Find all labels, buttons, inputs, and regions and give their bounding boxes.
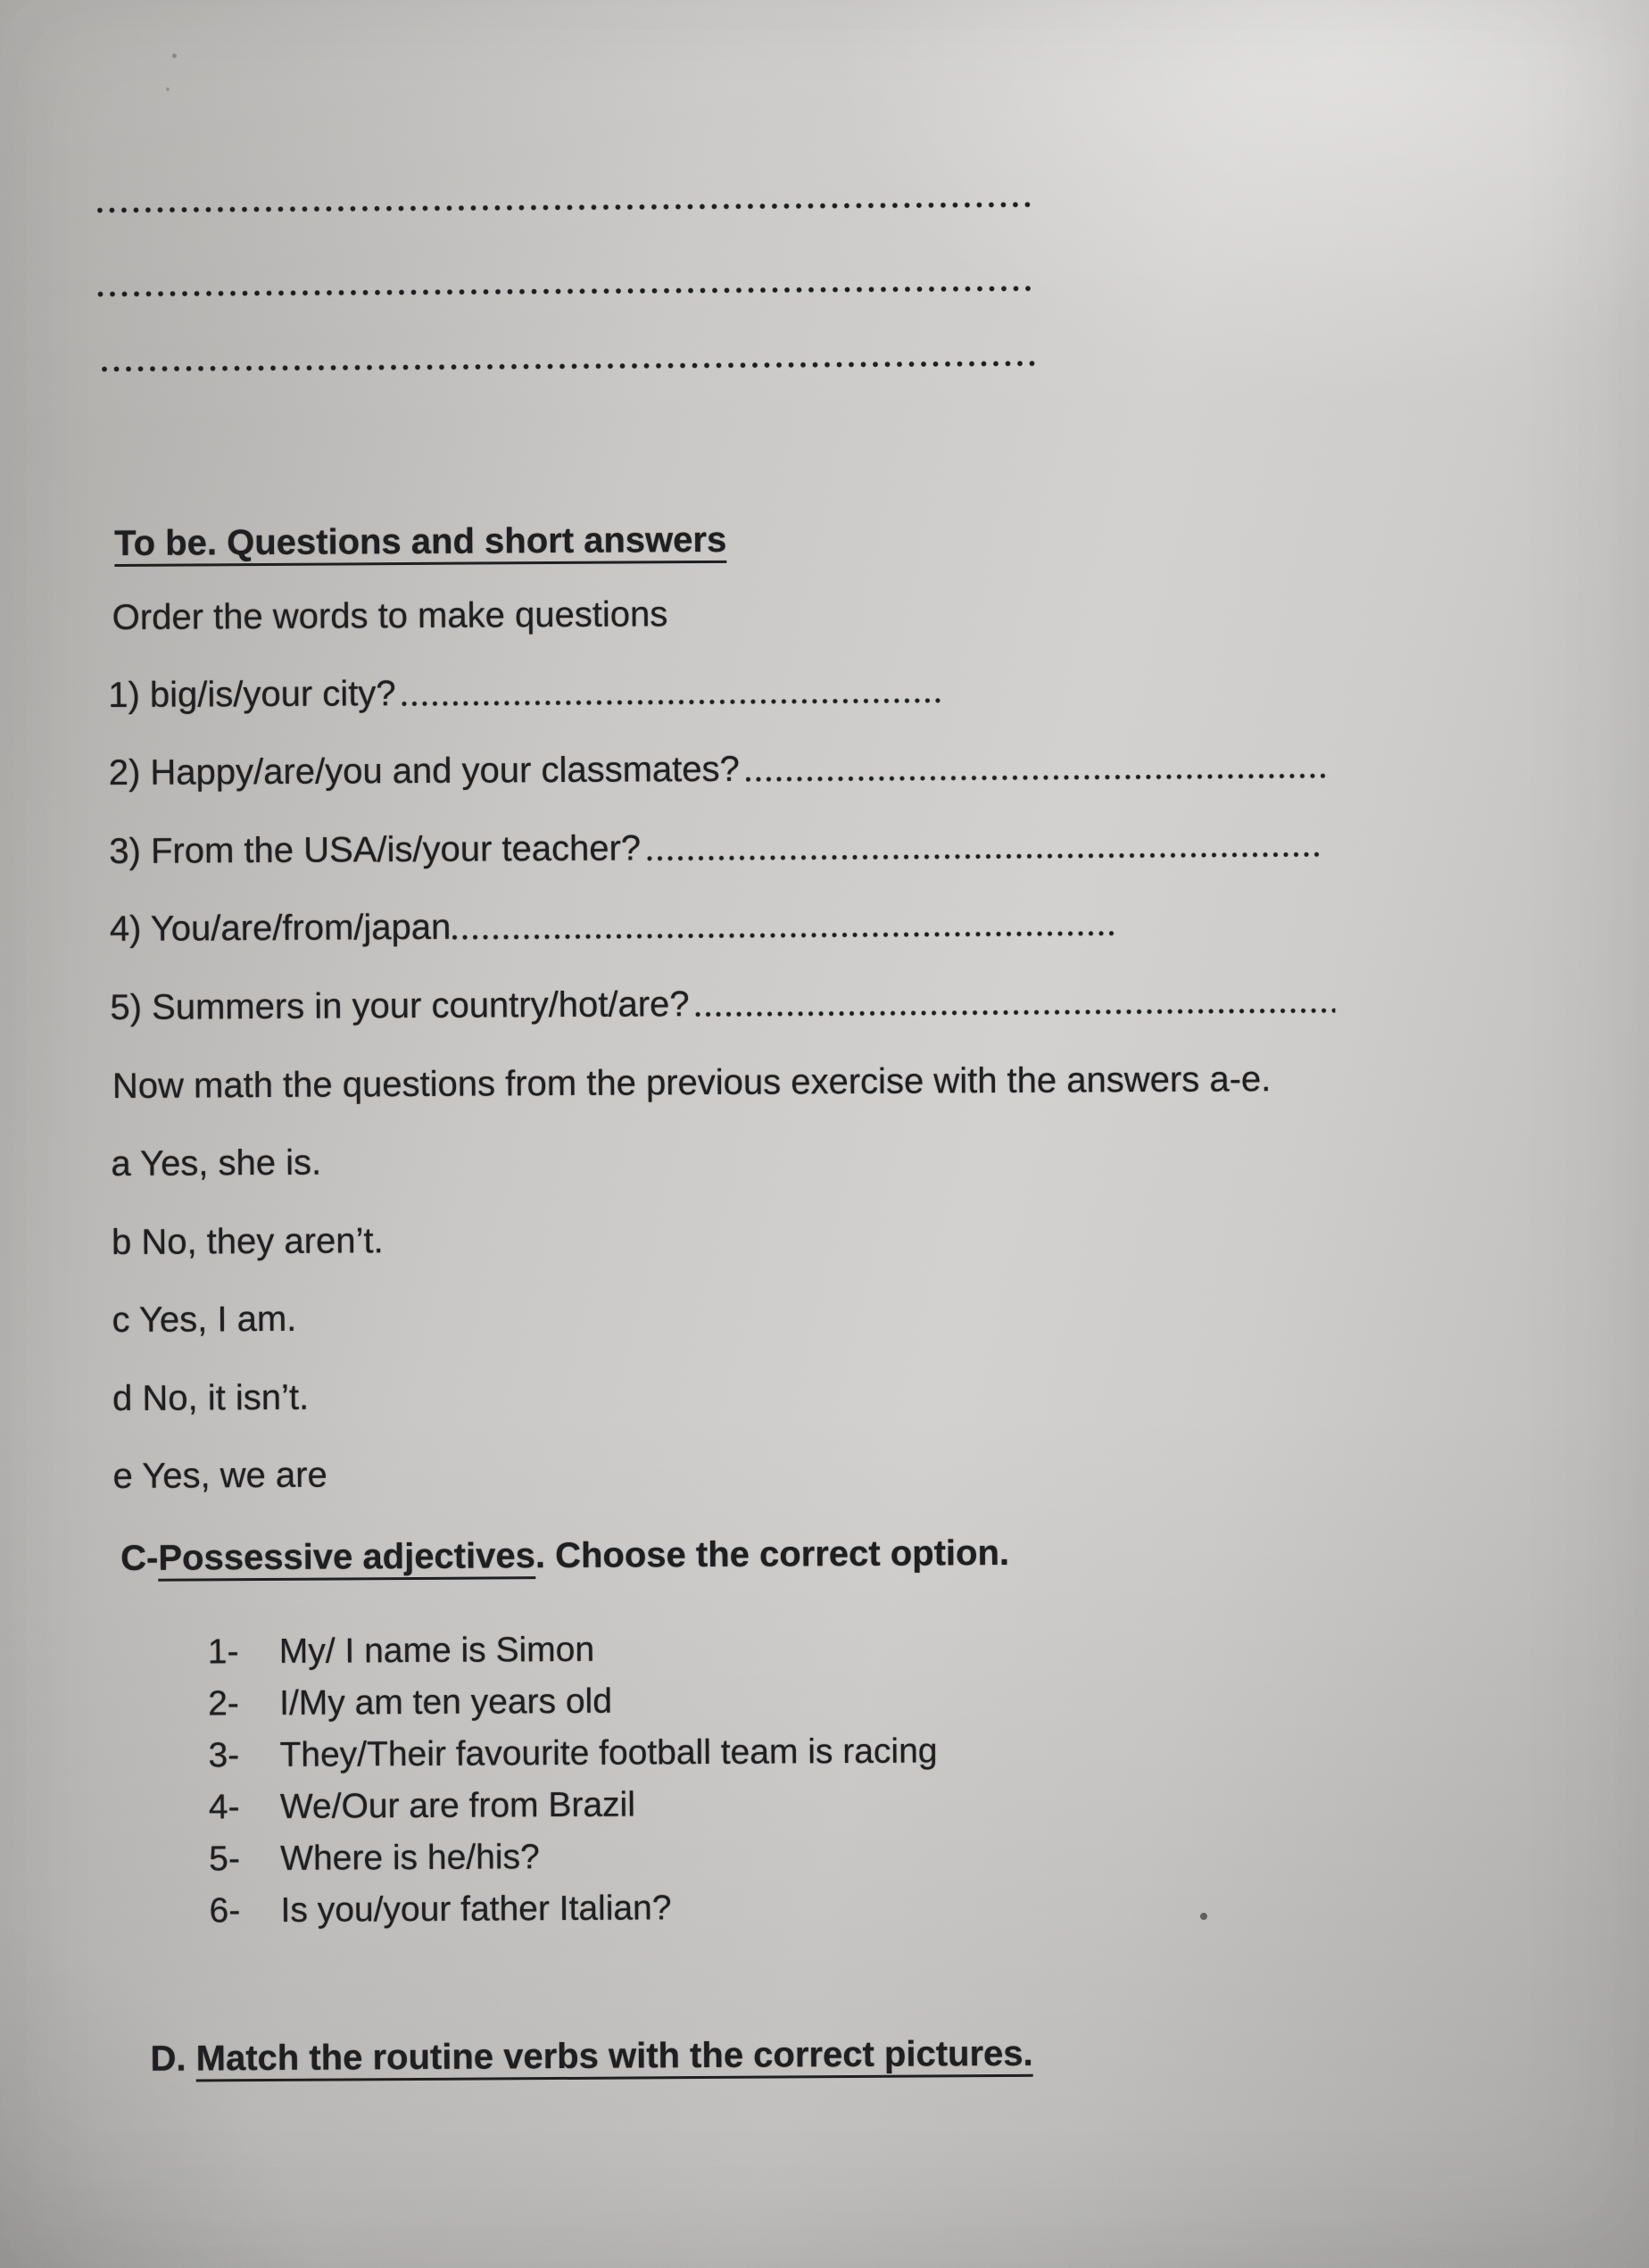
dotted-answer-line — [97, 202, 1036, 213]
section-c-underlined-title: Possessive adjectives — [158, 1536, 535, 1582]
section-c-prefix: C- — [120, 1538, 159, 1578]
item-number: 5- — [209, 1840, 241, 1879]
question-row — [110, 979, 1335, 1029]
paper-speck — [166, 87, 170, 91]
question-row — [110, 901, 1116, 951]
dotted-answer-line — [97, 286, 1034, 297]
section-b-title — [114, 519, 726, 565]
item-text: Is you/your father Italian? — [280, 1889, 672, 1930]
question-text: 1) big/is/your city? — [108, 674, 396, 716]
question-row — [109, 823, 1321, 873]
dotted-answer-line — [102, 361, 1037, 372]
list-item — [209, 1886, 671, 1933]
section-b-title-text: To be. Questions and short answers — [114, 520, 726, 567]
item-text: I/My am ten years old — [279, 1682, 613, 1723]
dotted-fill-line — [402, 697, 941, 707]
list-item — [208, 1680, 612, 1727]
answer-option: a Yes, she is. — [111, 1142, 322, 1184]
dotted-fill-line — [696, 1008, 1336, 1018]
section-d-heading — [150, 2032, 1032, 2081]
section-c-suffix: . Choose the correct option. — [534, 1533, 1010, 1576]
question-text: 4) You/are/from/japan — [109, 907, 452, 950]
list-item — [208, 1628, 595, 1675]
list-item — [209, 1782, 635, 1830]
item-number: 4- — [208, 1788, 240, 1827]
paper-speck — [172, 54, 177, 58]
dotted-fill-line — [452, 930, 1116, 941]
item-text: Where is he/his? — [280, 1838, 540, 1878]
section-c-heading — [120, 1532, 1009, 1580]
item-number: 1- — [207, 1632, 239, 1672]
match-instruction: Now math the questions from the previous exercise with the answers a-e. — [112, 1059, 1272, 1107]
item-text: We/Our are from Brazil — [279, 1785, 636, 1826]
question-text: 2) Happy/are/you and your classmates? — [108, 749, 740, 793]
item-text: My/ I name is Simon — [278, 1630, 595, 1671]
item-number: 6- — [209, 1891, 241, 1931]
answer-option: e Yes, we are — [112, 1455, 327, 1497]
answer-option: b No, they aren’t. — [111, 1221, 384, 1263]
list-item — [208, 1729, 937, 1778]
section-d-underlined-title: Match the routine verbs with the correct pictures. — [196, 2034, 1033, 2082]
list-item — [209, 1835, 540, 1882]
item-text: They/Their favourite football team is racing — [279, 1732, 938, 1774]
item-number: 3- — [208, 1736, 240, 1775]
question-text: 5) Summers in your country/hot/are? — [110, 984, 690, 1028]
dotted-fill-line — [647, 852, 1321, 862]
answer-option: c Yes, I am. — [112, 1299, 297, 1341]
item-number: 2- — [208, 1684, 239, 1724]
question-row — [109, 744, 1330, 794]
question-text: 3) From the USA/is/your teacher? — [109, 828, 642, 872]
order-words-instruction: Order the words to make questions — [112, 594, 668, 638]
paper-speck — [1200, 1913, 1207, 1920]
question-row — [108, 669, 941, 717]
section-d-prefix: D. — [150, 2039, 196, 2079]
dotted-fill-line — [746, 773, 1330, 783]
answer-option: d No, it isn’t. — [112, 1377, 310, 1419]
